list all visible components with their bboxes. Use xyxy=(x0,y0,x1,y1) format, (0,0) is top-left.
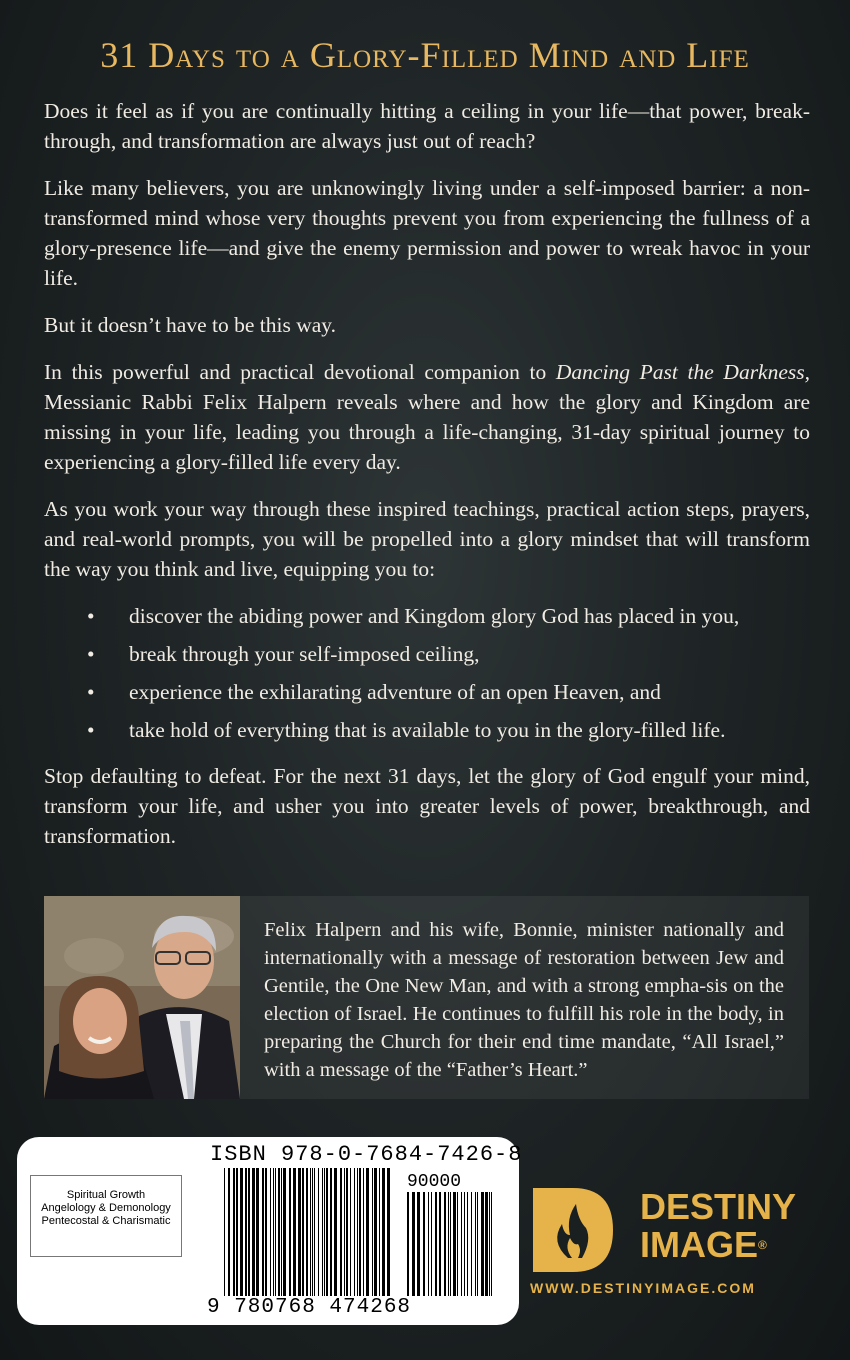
paragraph-4 xyxy=(44,357,810,477)
paragraph-3: But it doesn’t have to be this way. xyxy=(44,313,337,337)
barcode-bar xyxy=(233,1168,235,1296)
barcode-bar xyxy=(322,1168,323,1296)
barcode-bar xyxy=(382,1168,385,1296)
barcode-bar xyxy=(340,1168,342,1296)
ean-digits: 9 780768 474268 xyxy=(207,1296,412,1319)
barcode-bar xyxy=(298,1168,301,1296)
barcode-bar xyxy=(326,1168,328,1296)
bullet-icon: • xyxy=(87,642,95,666)
barcode-bar xyxy=(283,1168,286,1296)
barcode-bar xyxy=(252,1168,255,1296)
barcode-bar xyxy=(359,1168,361,1296)
book-title: 31 Days to a Glory-Filled Mind and Life xyxy=(100,35,750,75)
barcode-bar xyxy=(293,1168,296,1296)
barcode-bar xyxy=(444,1192,446,1296)
barcode-bar xyxy=(330,1168,332,1296)
barcode-bar xyxy=(489,1192,490,1296)
paragraph-6: Stop defaulting to defeat. For the next 31 days, let the glory of God engulf your mind, transform your life, and usher you into greater levels of power, breakthrough, and transformation. xyxy=(44,764,810,848)
barcode-bar xyxy=(248,1168,250,1296)
paragraph-4-pre: In this powerful and practical devotional companion to xyxy=(44,360,556,384)
category-box xyxy=(30,1175,182,1257)
barcode-bar xyxy=(428,1192,429,1296)
author-photo xyxy=(44,896,240,1099)
barcode-bar xyxy=(431,1192,432,1296)
barcode-bar xyxy=(372,1168,373,1296)
barcode-bar xyxy=(324,1168,325,1296)
barcode-bar xyxy=(354,1168,355,1296)
barcode-bar xyxy=(461,1192,462,1296)
category-item: Angelology & Demonology xyxy=(41,1202,171,1214)
category-item: Pentecostal & Charismatic xyxy=(41,1215,171,1227)
registered-mark: ® xyxy=(758,1238,767,1252)
barcode-bar xyxy=(245,1168,247,1296)
barcode-bar xyxy=(357,1168,358,1296)
barcode-bar xyxy=(278,1168,280,1296)
author-bio-text: Felix Halpern and his wife, Bonnie, minister nationally and internationally with a message of restoration between Jew and Gentile, the One New Man, and with a strong empha-sis on the election of Israel. He continues to fulfill his role in the body, in preparing the Church for their end time mandate, “All Israel,” with a message of the “Father’s Heart.” xyxy=(264,919,784,1081)
barcode-bar xyxy=(366,1168,369,1296)
destiny-image-logo-icon xyxy=(528,1180,618,1280)
barcode-bar xyxy=(477,1192,478,1296)
barcode-bar xyxy=(334,1168,337,1296)
barcode-bar xyxy=(310,1168,311,1296)
bullet-icon: • xyxy=(87,718,95,742)
barcode-bar xyxy=(374,1168,377,1296)
barcode-bar xyxy=(471,1192,472,1296)
description-body xyxy=(44,96,810,868)
barcode-bar xyxy=(273,1168,274,1296)
price-code: 90000 xyxy=(407,1172,462,1192)
ean-barcode xyxy=(222,1168,394,1296)
barcode-bar xyxy=(491,1192,492,1296)
barcode-bar xyxy=(275,1168,276,1296)
companion-book-title: Dancing Past the Darkness, xyxy=(555,360,810,384)
paragraph-5: As you work your way through these inspired teachings, practical action steps, prayers, and real-world prompts, you will be propelled into a glory mindset that will transform the way you think and live, equipping you to: xyxy=(44,497,810,581)
isbn-label: ISBN 978-0-7684-7426-8 xyxy=(210,1142,523,1167)
barcode-bar xyxy=(350,1168,351,1296)
bullet-icon: • xyxy=(87,680,95,704)
barcode-bar xyxy=(448,1192,449,1296)
category-item: Spiritual Growth xyxy=(66,1189,146,1201)
barcode-bar xyxy=(265,1168,267,1296)
barcode-bar xyxy=(379,1168,380,1296)
barcode-bar xyxy=(281,1168,282,1296)
barcode-bar xyxy=(387,1168,390,1296)
barcode-bar xyxy=(412,1192,415,1296)
list-item: • experience the exhilarating adventure of an open Heaven, and xyxy=(44,677,810,707)
barcode-bar xyxy=(423,1192,425,1296)
barcode-bar xyxy=(481,1192,484,1296)
benefits-list xyxy=(44,601,810,745)
price-barcode xyxy=(405,1192,497,1296)
paragraph-4-post: Messianic Rabbi Felix Halpern reveals where and how the glory and Kingdom are missing in your life, leading you through a life-changing, 31-day spiritual journey to experiencing a glory-filled life every day. xyxy=(44,390,810,474)
barcode-bar xyxy=(289,1168,291,1296)
bullet-icon: • xyxy=(87,604,95,628)
barcode-bar xyxy=(240,1168,243,1296)
author-bio-box xyxy=(44,896,809,1099)
barcode-bar xyxy=(318,1168,319,1296)
barcode-bar xyxy=(453,1192,456,1296)
barcode-bar xyxy=(228,1168,230,1296)
paragraph-1: Does it feel as if you are continually hitting a ceiling in your life—that power, break-through, and transformation are always just out of reach? xyxy=(44,99,810,153)
barcode-bar xyxy=(224,1168,225,1296)
barcode-bar xyxy=(485,1192,488,1296)
barcode-bar xyxy=(464,1192,465,1296)
barcode-bar xyxy=(270,1168,271,1296)
barcode-bar xyxy=(306,1168,308,1296)
barcode-bar xyxy=(450,1192,451,1296)
list-item: • discover the abiding power and Kingdom glory God has placed in you, xyxy=(44,601,810,631)
barcode-bar xyxy=(344,1168,345,1296)
barcode-bar xyxy=(439,1192,441,1296)
barcode-bar xyxy=(236,1168,238,1296)
barcode-bar xyxy=(457,1192,458,1296)
barcode-bar xyxy=(363,1168,364,1296)
publisher-name: DESTINY IMAGE® xyxy=(640,1186,797,1265)
barcode-bar xyxy=(435,1192,437,1296)
barcode-bar xyxy=(312,1168,313,1296)
barcode-bar xyxy=(417,1192,420,1296)
publisher-url: WWW.DESTINYIMAGE.COM xyxy=(530,1280,756,1296)
barcode-bar xyxy=(302,1168,304,1296)
barcode-bar xyxy=(467,1192,468,1296)
list-item: • break through your self-imposed ceiling, xyxy=(44,639,810,669)
barcode-bar xyxy=(256,1168,259,1296)
barcode-bar xyxy=(346,1168,348,1296)
list-item: • take hold of everything that is available to you in the glory-filled life. xyxy=(44,715,810,745)
barcode-bar xyxy=(475,1192,476,1296)
barcode-bar xyxy=(314,1168,315,1296)
paragraph-2: Like many believers, you are unknowingly living under a self-imposed barrier: a non-transformed mind whose very thoughts prevent you from experiencing the fullness of a glory-presence life—and give the enemy permission and power to wreak havoc in your life. xyxy=(44,176,810,290)
barcode-bar xyxy=(262,1168,264,1296)
barcode-bar xyxy=(407,1192,409,1296)
